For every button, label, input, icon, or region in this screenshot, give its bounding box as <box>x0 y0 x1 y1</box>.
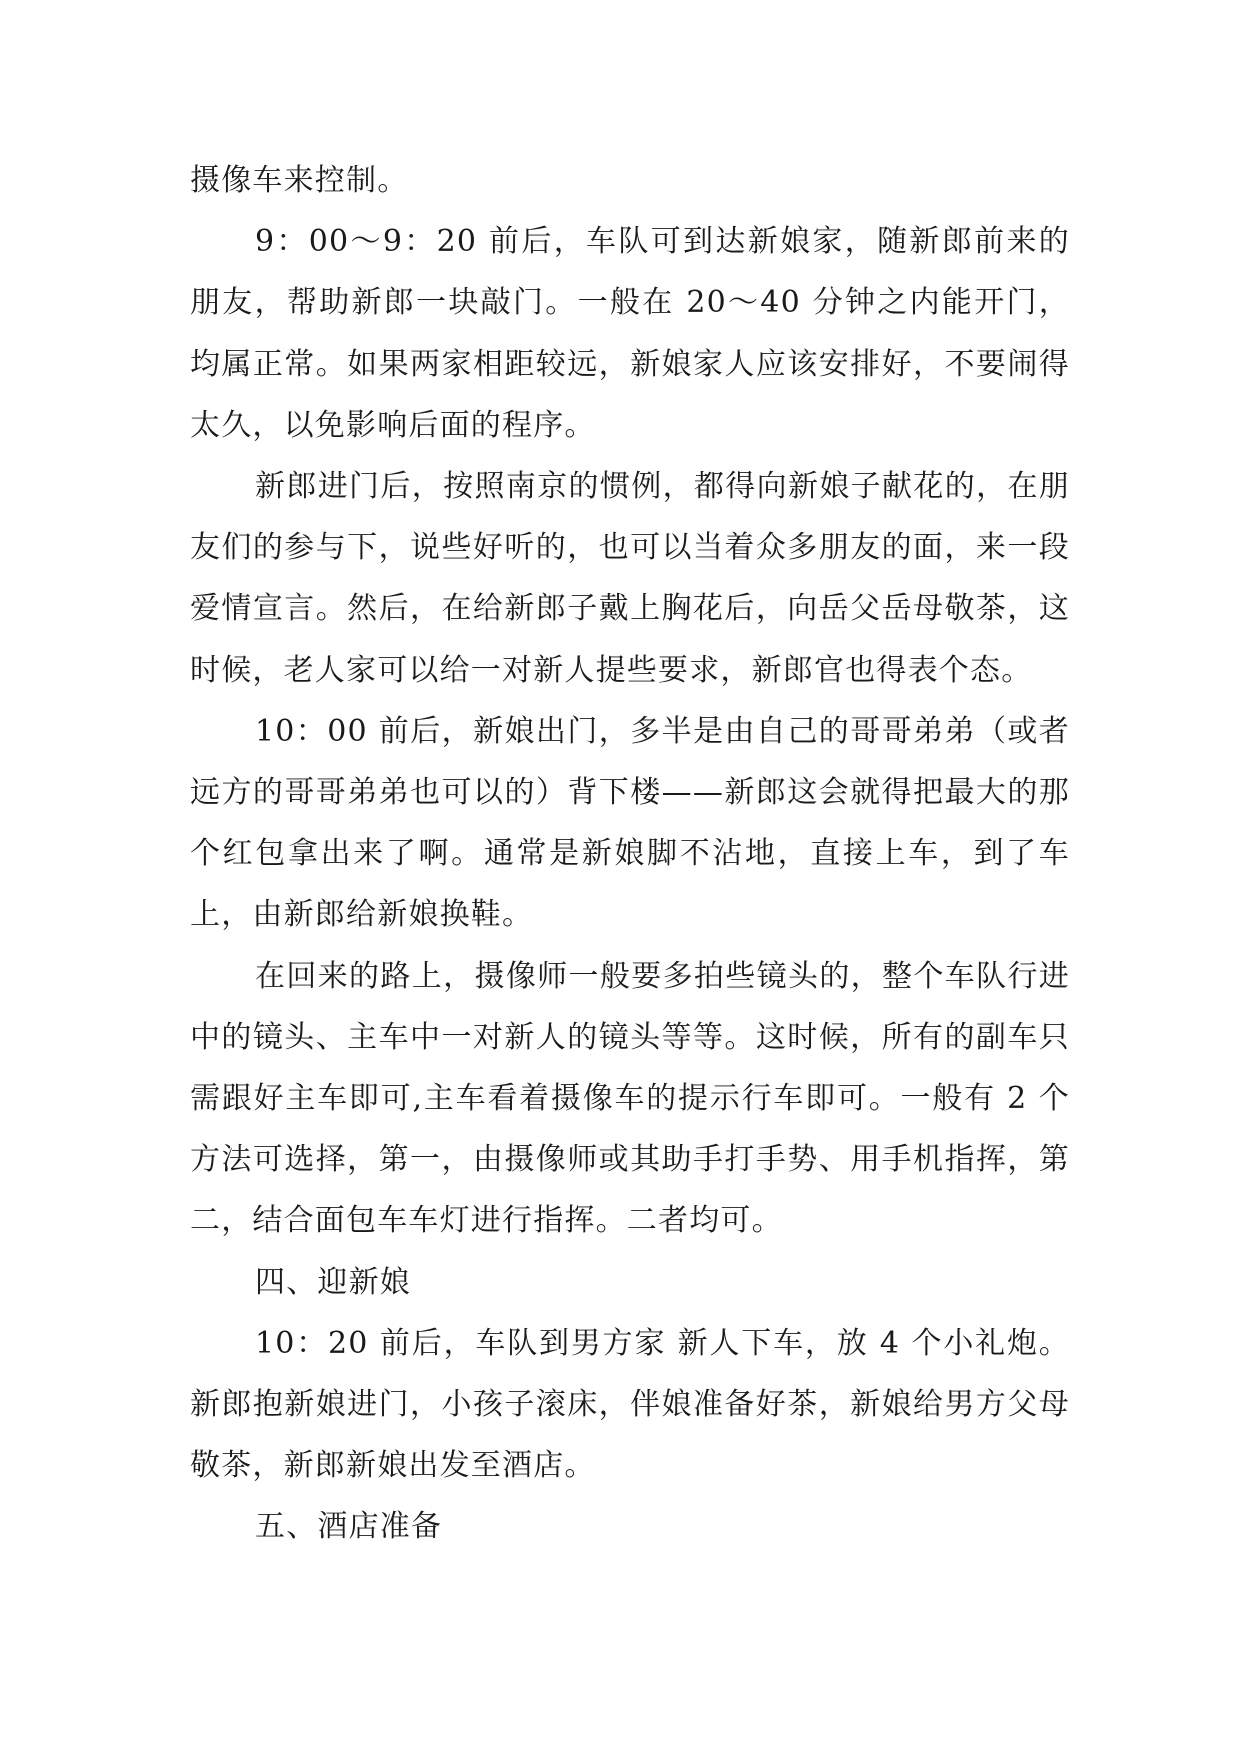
paragraph-return-route: 在回来的路上，摄像师一般要多拍些镜头的，整个车队行进中的镜头、主车中一对新人的镜头等等。这时候，所有的副车只需跟好主车即可,主车看着摄像车的提示行车即可。一般有 2 个方法可选择，第一，由摄像师或其助手打手势、用手机指挥，第二，结合面包车车灯进行指挥。二者均可。 <box>190 958 1070 1239</box>
paragraph-bride-departure: 10：00 前后，新娘出门，多半是由自己的哥哥弟弟（或者远方的哥哥弟弟也可以的）背下楼——新郎这会就得把最大的那个红包拿出来了啊。通常是新娘脚不沾地，直接上车，到了车上，由新郎给新娘换鞋。 <box>190 713 1070 933</box>
paragraph-arrival-at-bride-home: 9：00～9：20 前后，车队可到达新娘家，随新郎前来的朋友，帮助新郎一块敲门。一般在 20～40 分钟之内能开门，均属正常。如果两家相距较远，新娘家人应该安排好，不要闹得太久，以免影响后面的程序。 <box>190 224 1070 443</box>
section-heading-welcome-bride: 四、迎新娘 <box>255 1264 411 1300</box>
paragraph-arrival-at-groom-home: 10：20 前后，车队到男方家 新人下车，放 4 个小礼炮。新郎抱新娘进门，小孩子滚床，伴娘准备好茶，新娘给男方父母敬茶，新郎新娘出发至酒店。 <box>190 1325 1070 1484</box>
paragraph-groom-entry: 新郎进门后，按照南京的惯例，都得向新娘子献花的，在朋友们的参与下，说些好听的，也可以当着众多朋友的面，来一段爱情宣言。然后，在给新郎子戴上胸花后，向岳父岳母敬茶，这时候，老人家可以给一对新人提些要求，新郎官也得表个态。 <box>190 469 1070 688</box>
section-heading-hotel-preparation: 五、酒店准备 <box>255 1509 443 1545</box>
document-body <box>190 150 1070 1558</box>
paragraph-continuation: 摄像车来控制。 <box>190 163 409 198</box>
